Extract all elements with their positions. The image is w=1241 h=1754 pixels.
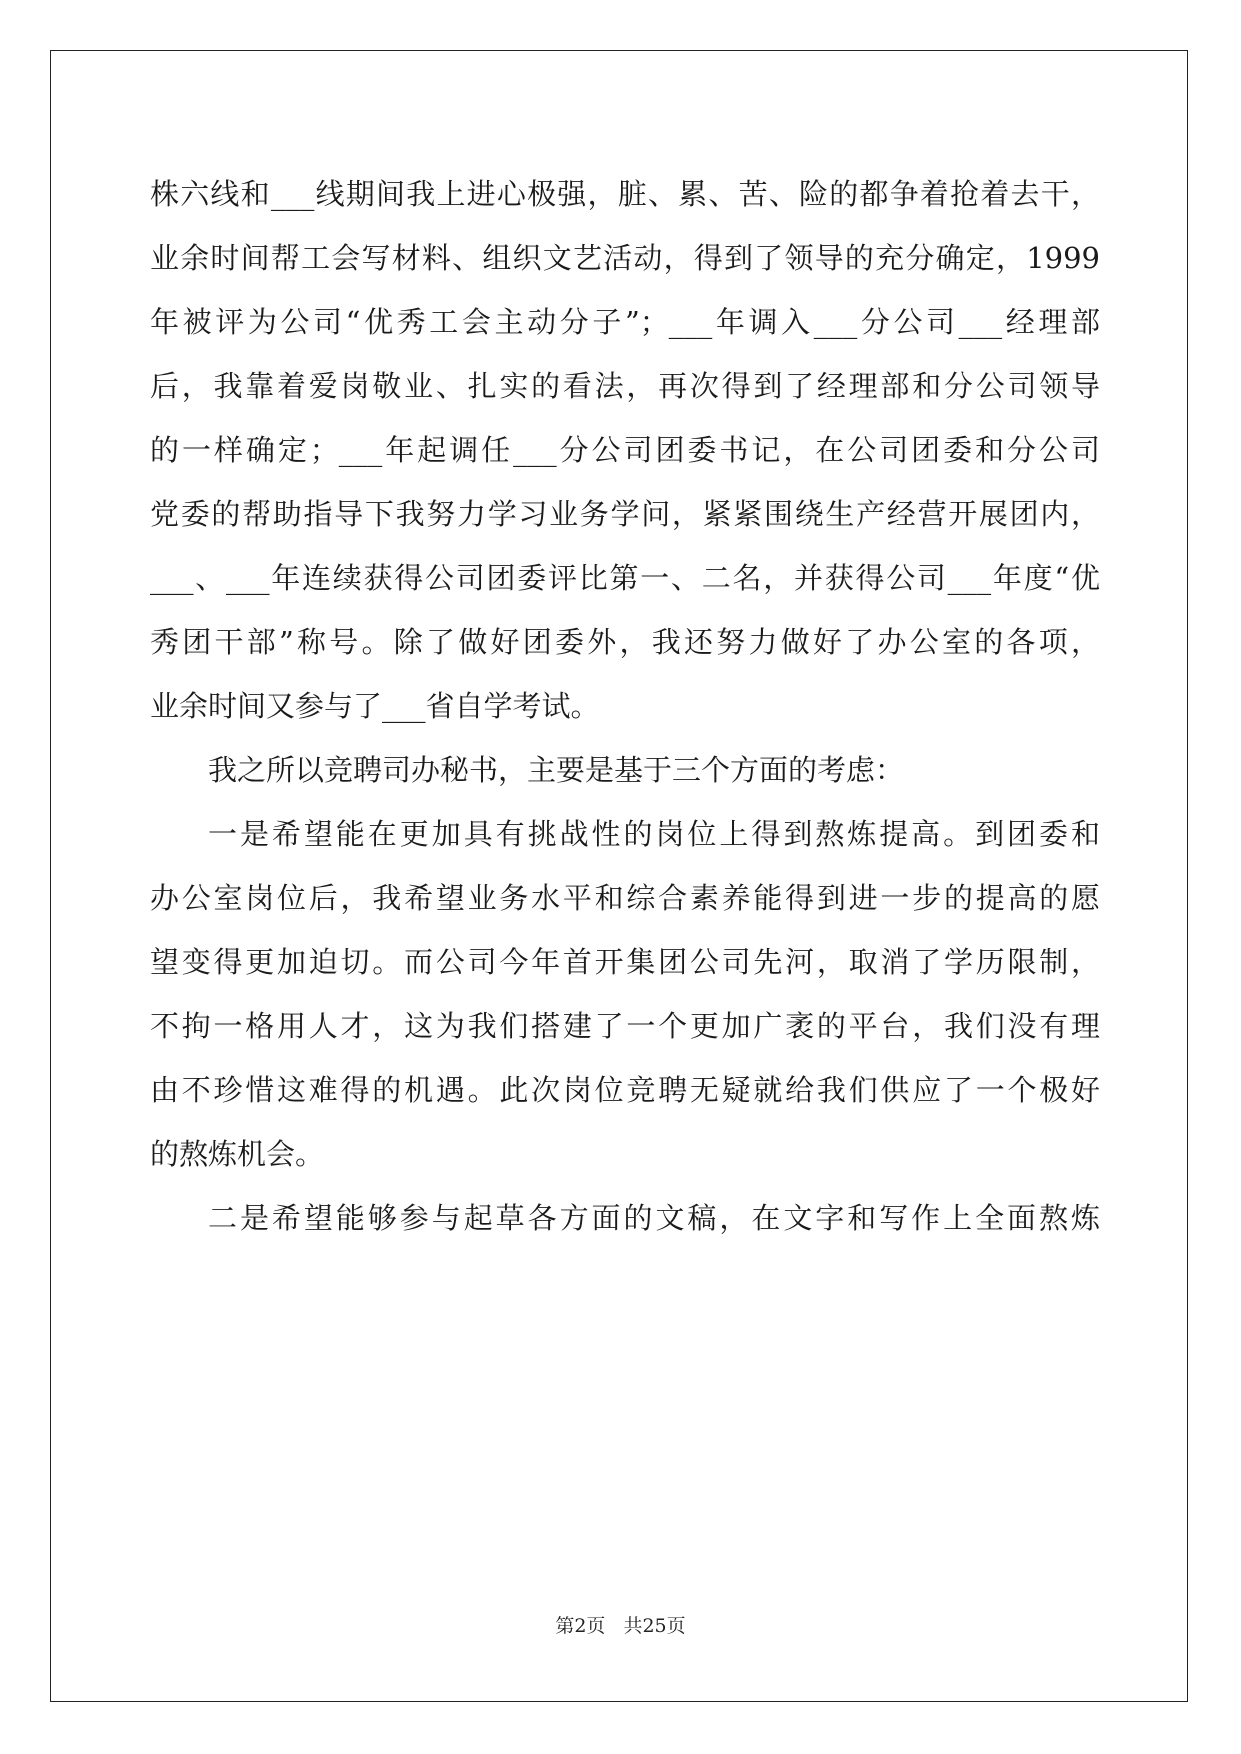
paragraph-start-line: 二是希望能够参与起草各方面的文稿，在文字和写作上全面熬炼 (208, 1201, 1100, 1235)
text-line: 不拘一格用人才，这为我们搭建了一个更加广袤的平台，我们没有理 (150, 1009, 1100, 1043)
text-line: 后，我靠着爱岗敬业、扎实的看法，再次得到了经理部和分公司领导 (150, 369, 1100, 403)
text-line: 的熬炼机会。 (150, 1137, 325, 1171)
paragraph-start-line: 一是希望能在更加具有挑战性的岗位上得到熬炼提高。到团委和 (208, 817, 1100, 851)
page-number: 第2页 (555, 1615, 606, 1637)
paragraph-start-line: 我之所以竞聘司办秘书，主要是基于三个方面的考虑： (208, 753, 905, 787)
text-line: 秀团干部”称号。除了做好团委外，我还努力做好了办公室的各项， (150, 625, 1100, 659)
page-total: 共25页 (623, 1615, 686, 1637)
text-line: 业余时间帮工会写材料、组织文艺活动，得到了领导的充分确定，1999 (150, 241, 1100, 275)
text-line: 年被评为公司“优秀工会主动分子”；___年调入___分公司___经理部 (150, 305, 1100, 339)
page-footer (0, 1611, 1241, 1638)
text-line: ___、___年连续获得公司团委评比第一、二名，并获得公司___年度“优 (150, 561, 1100, 595)
text-line: 业余时间又参与了___省自学考试。 (150, 689, 600, 723)
text-line: 望变得更加迫切。而公司今年首开集团公司先河，取消了学历限制， (150, 945, 1100, 979)
text-line: 由不珍惜这难得的机遇。此次岗位竞聘无疑就给我们供应了一个极好 (150, 1073, 1100, 1107)
text-line: 党委的帮助指导下我努力学习业务学问，紧紧围绕生产经营开展团内， (150, 497, 1100, 531)
text-line: 的一样确定；___年起调任___分公司团委书记，在公司团委和分公司 (150, 433, 1100, 467)
document-body (150, 162, 1100, 1250)
text-line: 办公室岗位后，我希望业务水平和综合素养能得到进一步的提高的愿 (150, 881, 1100, 915)
text-line: 株六线和___线期间我上进心极强，脏、累、苦、险的都争着抢着去干， (150, 177, 1100, 211)
